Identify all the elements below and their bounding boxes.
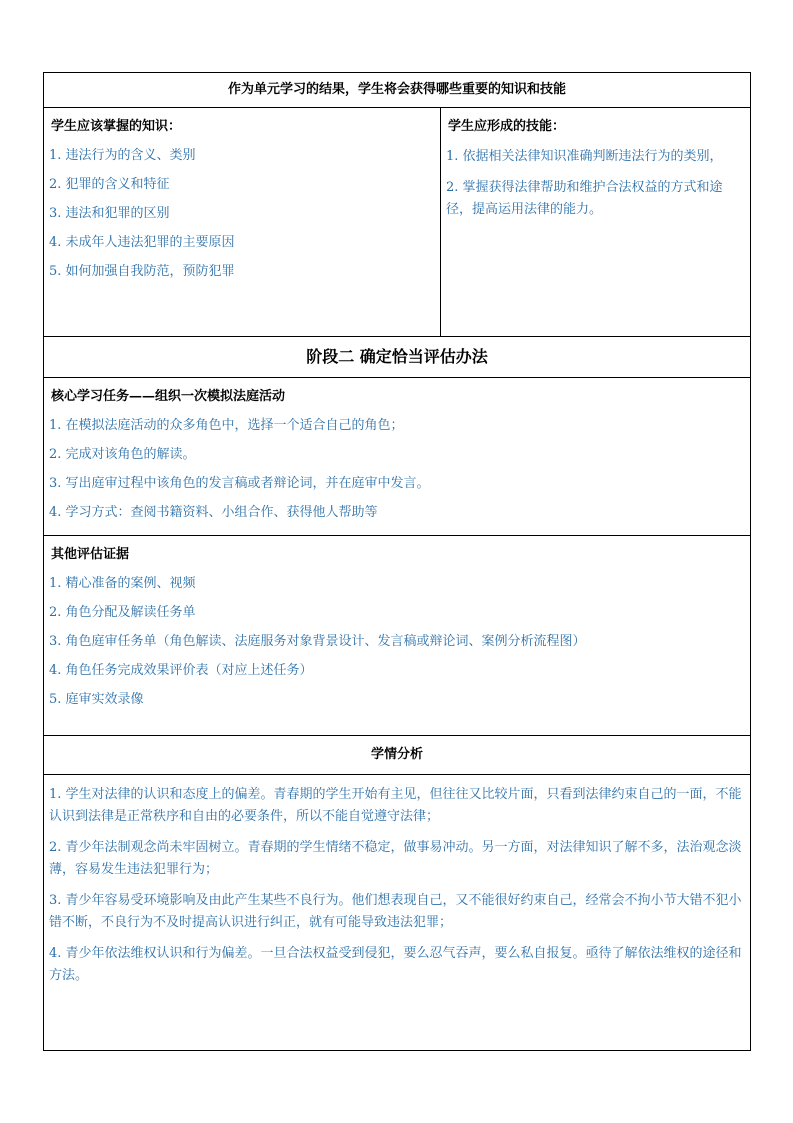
unit-plan-table bbox=[43, 72, 751, 1051]
analysis-paragraph: 1. 学生对法律的认识和态度上的偏差。青春期的学生开始有主见，但往往又比较片面，只看到法律约束自己的一面，不能认识到法律是正常秩序和自由的必要条件，所以不能自觉遵守法律； bbox=[49, 787, 742, 824]
skills-heading: 学生应形成的技能： bbox=[448, 119, 566, 134]
analysis-paragraph: 3. 青少年容易受环境影响及由此产生某些不良行为。他们想表现自己，又不能很好约束自己，经常会不拘小节大错不犯小错不断，不良行为不及时提高认识进行纠正，就有可能导致违法犯罪； bbox=[49, 893, 742, 930]
knowledge-heading: 学生应该掌握的知识： bbox=[51, 119, 182, 134]
task-item: 4. 学习方式：查阅书籍资料、小组合作、获得他人帮助等 bbox=[49, 505, 378, 520]
evidence-item: 1. 精心准备的案例、视频 bbox=[49, 576, 196, 591]
analysis-cell bbox=[44, 775, 751, 1051]
skills-item: 1. 依据相关法律知识准确判断违法行为的类别， bbox=[446, 149, 723, 164]
analysis-heading: 学情分析 bbox=[44, 736, 751, 775]
skills-item: 2. 掌握获得法律帮助和维护合法权益的方式和途径，提高运用法律的能力。 bbox=[446, 180, 723, 217]
task-item: 1. 在模拟法庭活动的众多角色中，选择一个适合自己的角色； bbox=[49, 418, 404, 433]
knowledge-item: 1. 违法行为的含义、类别 bbox=[49, 148, 196, 163]
evidence-item: 5. 庭审实效录像 bbox=[49, 692, 144, 707]
knowledge-item: 3. 违法和犯罪的区别 bbox=[49, 206, 170, 221]
evidence-heading: 其他评估证据 bbox=[51, 547, 130, 562]
core-task-heading: 核心学习任务——组织一次模拟法庭活动 bbox=[51, 389, 286, 404]
knowledge-item: 5. 如何加强自我防范，预防犯罪 bbox=[49, 264, 235, 279]
analysis-paragraph: 2. 青少年法制观念尚未牢固树立。青春期的学生情绪不稳定，做事易冲动。另一方面，对法律知识了解不多，法治观念淡薄，容易发生违法犯罪行为； bbox=[49, 840, 742, 877]
outcomes-header: 作为单元学习的结果，学生将会获得哪些重要的知识和技能 bbox=[44, 73, 751, 108]
evidence-item: 3. 角色庭审任务单（角色解读、法庭服务对象背景设计、发言稿或辩论词、案例分析流程图） bbox=[49, 634, 586, 649]
task-item: 2. 完成对该角色的解读。 bbox=[49, 447, 196, 462]
knowledge-cell bbox=[44, 108, 441, 337]
planning-sheet bbox=[43, 72, 750, 1051]
stage-title: 阶段二 确定恰当评估办法 bbox=[44, 337, 751, 378]
skills-cell bbox=[441, 108, 751, 337]
analysis-paragraph: 4. 青少年依法维权认识和行为偏差。一旦合法权益受到侵犯，要么忍气吞声，要么私自报复。亟待了解依法维权的途径和方法。 bbox=[49, 946, 742, 983]
core-task-cell bbox=[44, 378, 751, 536]
knowledge-item: 4. 未成年人违法犯罪的主要原因 bbox=[49, 235, 235, 250]
evidence-item: 2. 角色分配及解读任务单 bbox=[49, 605, 196, 620]
evidence-cell bbox=[44, 536, 751, 736]
knowledge-item: 2. 犯罪的含义和特征 bbox=[49, 177, 170, 192]
evidence-item: 4. 角色任务完成效果评价表（对应上述任务） bbox=[49, 663, 313, 678]
task-item: 3. 写出庭审过程中该角色的发言稿或者辩论词，并在庭审中发言。 bbox=[49, 476, 430, 491]
